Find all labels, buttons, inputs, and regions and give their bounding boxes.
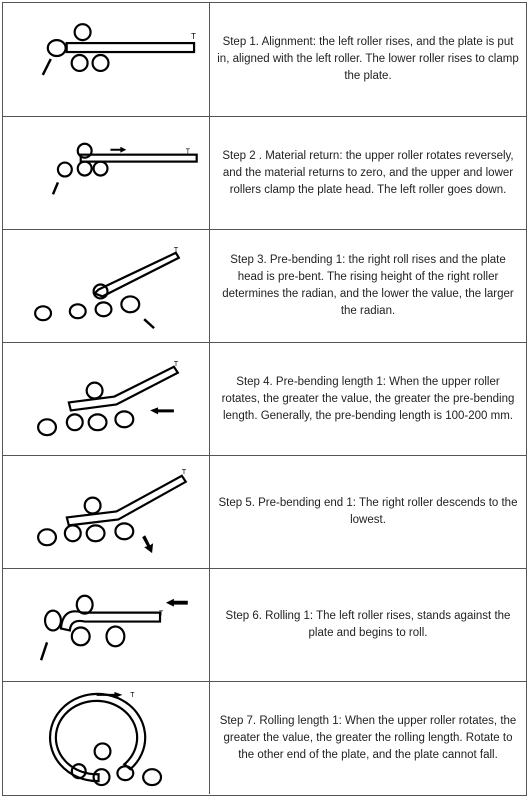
arrow-up bbox=[144, 319, 154, 328]
step-2-text-cell bbox=[210, 117, 526, 229]
right-roller bbox=[121, 296, 139, 312]
arrow-down bbox=[53, 182, 58, 194]
step-4-text-cell bbox=[210, 343, 526, 455]
step-2-figure bbox=[3, 117, 210, 229]
arrow-right-icon bbox=[97, 692, 123, 698]
alignment-diagram bbox=[3, 3, 209, 116]
step-row-1 bbox=[3, 3, 526, 116]
lower-roller-1 bbox=[72, 627, 90, 645]
pre-bending-end-1-diagram bbox=[3, 456, 209, 568]
right-roller bbox=[115, 523, 133, 539]
plate-label: T bbox=[159, 610, 164, 618]
left-roller bbox=[38, 529, 56, 545]
upper-roller bbox=[95, 743, 111, 759]
plate-label: T bbox=[191, 32, 196, 42]
arrow-right-icon bbox=[110, 147, 126, 153]
lower-roller-2 bbox=[117, 766, 133, 780]
step-row-6 bbox=[3, 568, 526, 681]
step-1-figure bbox=[3, 3, 210, 116]
left-roller bbox=[58, 163, 72, 177]
lower-roller-2 bbox=[96, 302, 112, 316]
steps-table bbox=[2, 2, 527, 796]
step-row-7 bbox=[3, 681, 526, 794]
right-roller bbox=[143, 769, 161, 785]
lower-roller-2 bbox=[87, 525, 105, 541]
lower-roller-1 bbox=[94, 769, 110, 785]
upper-roller bbox=[85, 498, 101, 514]
step-2-text: Step 2 . Material return: the upper roller rotates reversely, and the material returns to zero, and the upper and lower rollers clamp the plate head. The left roller goes down. bbox=[222, 149, 514, 196]
bent-plate bbox=[67, 476, 186, 526]
bent-plate bbox=[69, 367, 178, 411]
left-roller bbox=[45, 611, 61, 631]
step-3-text: Step 3. Pre-bending 1: the right roll rises and the plate head is pre-bent. The rising height of the right roller determines the radian, and the lower the value, the larger the radian. bbox=[222, 254, 514, 317]
left-roller bbox=[35, 306, 51, 320]
step-6-figure bbox=[3, 569, 210, 681]
arrow-up bbox=[41, 642, 47, 660]
arrow-left-icon bbox=[166, 599, 188, 607]
step-5-text: Step 5. Pre-bending end 1: The right roller descends to the lowest. bbox=[218, 497, 518, 526]
step-7-figure bbox=[3, 682, 210, 794]
lower-roller-1 bbox=[67, 414, 83, 430]
step-6-text: Step 6. Rolling 1: The left roller rises, stands against the plate and begins to roll. bbox=[225, 610, 511, 639]
step-6-text-cell bbox=[210, 569, 526, 681]
lower-roller-1 bbox=[65, 525, 81, 541]
step-7-text-cell bbox=[210, 682, 526, 794]
rolling-length-1-diagram bbox=[3, 682, 209, 794]
lower-roller-1 bbox=[78, 162, 92, 176]
plate bbox=[81, 155, 197, 162]
plate-label: T bbox=[173, 246, 179, 254]
lower-roller-1 bbox=[70, 304, 86, 318]
step-row-3 bbox=[3, 229, 526, 342]
step-1-text: Step 1. Alignment: the left roller rises, and the plate is put in, aligned with the left roller. The lower roller rises to clamp the plate. bbox=[217, 36, 519, 82]
arrow-down-icon bbox=[142, 535, 153, 553]
step-5-figure bbox=[3, 456, 210, 568]
upper-roller bbox=[87, 383, 103, 399]
step-3-text-cell bbox=[210, 230, 526, 342]
plate-label: T bbox=[173, 360, 179, 368]
plate-label: T bbox=[181, 468, 187, 476]
lower-roller-2 bbox=[106, 626, 124, 646]
step-1-text-cell bbox=[210, 3, 526, 116]
material-return-diagram bbox=[3, 117, 209, 229]
step-row-4 bbox=[3, 342, 526, 455]
step-4-figure bbox=[3, 343, 210, 455]
step-7-text: Step 7. Rolling length 1: When the upper roller rotates, the greater the value, the greater the rolling length. Rotate to the other end of the plate, and the plate cannot fall. bbox=[219, 714, 517, 761]
plate-label: T bbox=[185, 148, 191, 156]
arrow-up bbox=[43, 59, 51, 75]
right-roller bbox=[115, 411, 133, 427]
step-row-5 bbox=[3, 455, 526, 568]
plate bbox=[67, 43, 194, 52]
step-4-text: Step 4. Pre-bending length 1: When the upper roller rotates, the greater the value, the greater the pre-bending length. Generally, the pre-bending length is 100-200 mm. bbox=[221, 375, 515, 422]
upper-roller bbox=[77, 596, 93, 614]
step-3-figure bbox=[3, 230, 210, 342]
lower-roller-2 bbox=[94, 162, 108, 176]
upper-roller bbox=[75, 24, 91, 40]
lower-roller-2 bbox=[93, 55, 109, 71]
pre-bending-1-diagram bbox=[3, 230, 209, 342]
step-5-text-cell bbox=[210, 456, 526, 568]
left-roller bbox=[38, 419, 56, 435]
lower-roller-2 bbox=[89, 414, 107, 430]
pre-bending-length-1-diagram bbox=[3, 343, 209, 455]
arrow-left-icon bbox=[150, 407, 174, 414]
plate-label: T bbox=[130, 691, 135, 699]
left-roller bbox=[48, 40, 66, 56]
rolling-1-diagram bbox=[3, 569, 209, 681]
lower-roller-1 bbox=[72, 55, 88, 71]
step-row-2 bbox=[3, 116, 526, 229]
